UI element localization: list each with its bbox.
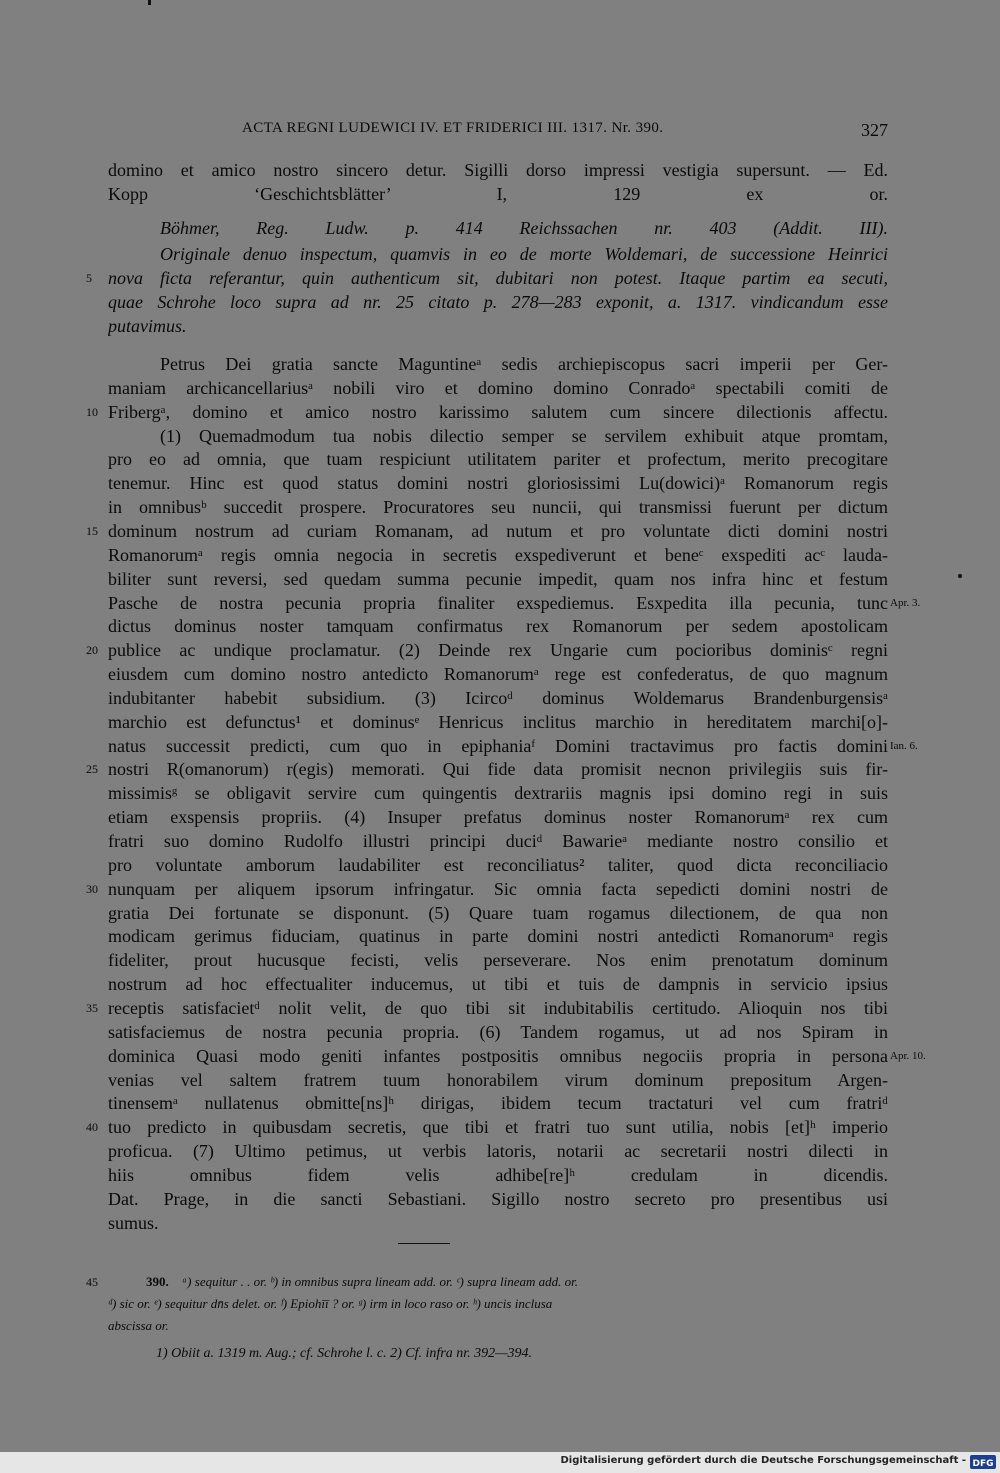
body-line: tenemur. Hinc est quod status domini nostri gloriosissimi Lu(dowici)ᵃ Romanorum regis bbox=[108, 473, 888, 493]
body-line: tinensemᵃ nullatenus obmitte[ns]ʰ dirigas, ibidem tecum tractaturi vel cum fratriᵈ bbox=[108, 1093, 888, 1113]
preamble-line: Böhmer, Reg. Ludw. p. 414 Reichssachen nr. 403 (Addit. III). bbox=[160, 218, 888, 238]
body-line: missimisᵍ se obligavit servire cum quingentis dextrariis magnis ipsi domino regi in suis bbox=[108, 783, 888, 803]
body-line: hiis omnibus fidem velis adhibe[re]ʰ credulam in dicendis. bbox=[108, 1165, 888, 1185]
running-head-title: ACTA REGNI LUDEWICI IV. ET FRIDERICI III. 1317. Nr. 390. bbox=[242, 120, 664, 136]
preamble-line: nova ficta referantur, quin authenticum sit, dubitari non potest. Itaque partim ea secuti, bbox=[108, 268, 888, 288]
body-line: pro voluntate amborum laudabiliter est reconciliatus² taliter, quod dicta reconciliacio bbox=[108, 855, 888, 875]
apparatus-line-3: abscissa or. bbox=[108, 1318, 169, 1333]
body-line: (1) Quemadmodum tua nobis dilectio semper se servilem exhibuit atque promtam, bbox=[160, 426, 888, 446]
document-number: 390. bbox=[146, 1274, 169, 1289]
footnotes: 1) Obiit a. 1319 m. Aug.; cf. Schrohe l. c. 2) Cf. infra nr. 392—394. bbox=[156, 1346, 533, 1361]
body-line: gratia Dei fortunate se disponunt. (5) Quare tuam rogamus dilectionem, de qua non bbox=[108, 903, 888, 923]
apparatus-line-1 bbox=[108, 1272, 888, 1292]
body-line: fideliter, prout hucusque fecisti, velis perseverare. Nos enim prenotatum dominum bbox=[108, 950, 888, 970]
body-line: pro eo ad omnia, que tuam respiciunt utilitatem pariter et profectum, merito precogitare bbox=[108, 449, 888, 469]
closing-rule bbox=[398, 1243, 450, 1244]
line-number: 15 bbox=[86, 524, 98, 538]
margin-date: Ian. 6. bbox=[890, 740, 918, 752]
line-number: 35 bbox=[86, 1001, 98, 1015]
body-line: Dat. Prage, in die sancti Sebastiani. Sigillo nostro secreto pro presentibus usi bbox=[108, 1189, 888, 1209]
preamble-line: quae Schrohe loco supra ad nr. 25 citato p. 278—283 exponit, a. 1317. vindicandum esse bbox=[108, 292, 888, 312]
running-header bbox=[108, 120, 888, 144]
body-line: Pasche de nostra pecunia propria finaliter exspediemus. Esxpedita illa pecunia, tunc bbox=[108, 593, 888, 613]
line-number: 45 bbox=[86, 1275, 98, 1289]
body-line: satisfaciemus de nostra pecunia propria. (6) Tandem rogamus, ut ad nos Spiram in bbox=[108, 1022, 888, 1042]
body-line: sumus. bbox=[108, 1213, 159, 1233]
line-number: 20 bbox=[86, 643, 98, 657]
body-line: dominica Quasi modo geniti infantes postpositis omnibus negociis propria in persona bbox=[108, 1046, 888, 1066]
scan-artifact bbox=[958, 574, 962, 578]
line-number: 5 bbox=[86, 271, 92, 285]
margin-date: Apr. 3. bbox=[890, 597, 921, 609]
page-number: 327 bbox=[861, 120, 888, 140]
body-line: biliter sunt reversi, sed quedam summa pecunie impedit, quam nos infra hinc et festum bbox=[108, 569, 888, 589]
body-line: dictus dominus noster tamquam confirmatus rex Romanorum per sedem apostolicam bbox=[108, 616, 888, 636]
body-line: receptis satisfacietᵈ nolit velit, de quo tibi sit indubitabilis certitudo. Alioquin nos tibi bbox=[108, 998, 888, 1018]
apparatus-line-2: ᵈ) sic or. ᵉ) sequitur dn̄s delet. or. ᶠ) Epiohīī ? or. ᵍ) irm in loco raso or. ʰ) uncis inclusa bbox=[108, 1296, 553, 1311]
line-number: 25 bbox=[86, 762, 98, 776]
scan-artifact bbox=[148, 0, 151, 5]
preamble-line: putavimus. bbox=[108, 316, 187, 336]
line-number: 40 bbox=[86, 1120, 98, 1134]
body-line: proficua. (7) Ultimo petimus, ut verbis latoris, notarii ac secretarii nostri dilecti in bbox=[108, 1141, 888, 1161]
preamble-line: domino et amico nostro sincero detur. Sigilli dorso impressi vestigia supersunt. — Ed. bbox=[108, 160, 888, 180]
digitization-credit: Digitalisierung gefördert durch die Deutsche Forschungsgemeinschaft - bbox=[560, 1455, 966, 1466]
line-number: 10 bbox=[86, 405, 98, 419]
body-line: dominum nostrum ad curiam Romanam, ad nutum et pro voluntate dicti domini nostri bbox=[108, 521, 888, 541]
preamble-line: Kopp ‘Geschichtsblätter’ I, 129 ex or. bbox=[108, 184, 888, 204]
margin-date: Apr. 10. bbox=[890, 1050, 926, 1062]
body-line: nostri R(omanorum) r(egis) memorati. Qui fide data promisit necnon privilegiis suis fir- bbox=[108, 759, 888, 779]
body-line: etiam exspensis propriis. (4) Insuper prefatus dominus noster Romanorumᵃ rex cum bbox=[108, 807, 888, 827]
body-line: Petrus Dei gratia sancte Maguntineᵃ sedis archiepiscopus sacri imperii per Ger- bbox=[160, 354, 888, 374]
line-number: 30 bbox=[86, 882, 98, 896]
body-line: maniam archicancellariusᵃ nobili viro et domino domino Conradoᵃ spectabili comiti de bbox=[108, 378, 888, 398]
body-line: venias vel saltem fratrem tuum honorabilem virum dominum prepositum Argen- bbox=[108, 1070, 888, 1090]
body-line: Romanorumᵃ regis omnia negocia in secretis exspediverunt et beneᶜ exspediti acᶜ lauda- bbox=[108, 545, 888, 565]
body-line: indubitanter habebit subsidium. (3) Icircoᵈ dominus Woldemarus Brandenburgensisᵃ bbox=[108, 688, 888, 708]
body-line: marchio est defunctus¹ et dominusᵉ Henricus inclitus marchio in hereditatem marchi[o]- bbox=[108, 712, 888, 732]
body-line: natus successit predicti, cum quo in epiphaniaᶠ Domini tractavimus pro factis domini bbox=[108, 736, 888, 756]
body-line: nostrum ad hoc effectualiter inducemus, ut tibi et tuis de dampnis in servicio ipsius bbox=[108, 974, 888, 994]
preamble-line: Originale denuo inspectum, quamvis in eo de morte Woldemari, de successione Heinrici bbox=[160, 244, 888, 264]
body-line: eiusdem cum domino nostro antedicto Romanorumᵃ rege est confederatus, de quo magnum bbox=[108, 664, 888, 684]
body-line: publice ac undique proclamatur. (2) Deinde rex Ungarie cum pocioribus dominisᶜ regni bbox=[108, 640, 888, 660]
body-line: Fribergᵃ, domino et amico nostro karissimo salutem cum sincere dilectionis affectu. bbox=[108, 402, 888, 422]
apparatus-text: ᵃ) sequitur . . or. ᵇ) in omnibus supra lineam add. or. ᶜ) supra lineam add. or. bbox=[182, 1274, 578, 1289]
dfg-logo bbox=[970, 1455, 996, 1469]
body-line: nunquam per aliquem ipsorum infringatur. Sic omnia facta sepedicti domini nostri de bbox=[108, 879, 888, 899]
digitization-footer bbox=[0, 1452, 1000, 1473]
dfg-logo-text: DFG bbox=[972, 1459, 994, 1469]
body-line: in omnibusᵇ succedit prospere. Procuratores seu nuncii, qui transmissi fuerunt per dictum bbox=[108, 497, 888, 517]
body-line: modicam gerimus fiduciam, quatinus in parte domini nostri antedicti Romanorumᵃ regis bbox=[108, 926, 888, 946]
body-line: fratri suo domino Rudolfo illustri principi duciᵈ Bawarieᵃ mediante nostro consilio et bbox=[108, 831, 888, 851]
body-line: tuo predicto in quibusdam secretis, que tibi et fratri tuo sunt utilia, nobis [et]ʰ imperio bbox=[108, 1117, 888, 1137]
